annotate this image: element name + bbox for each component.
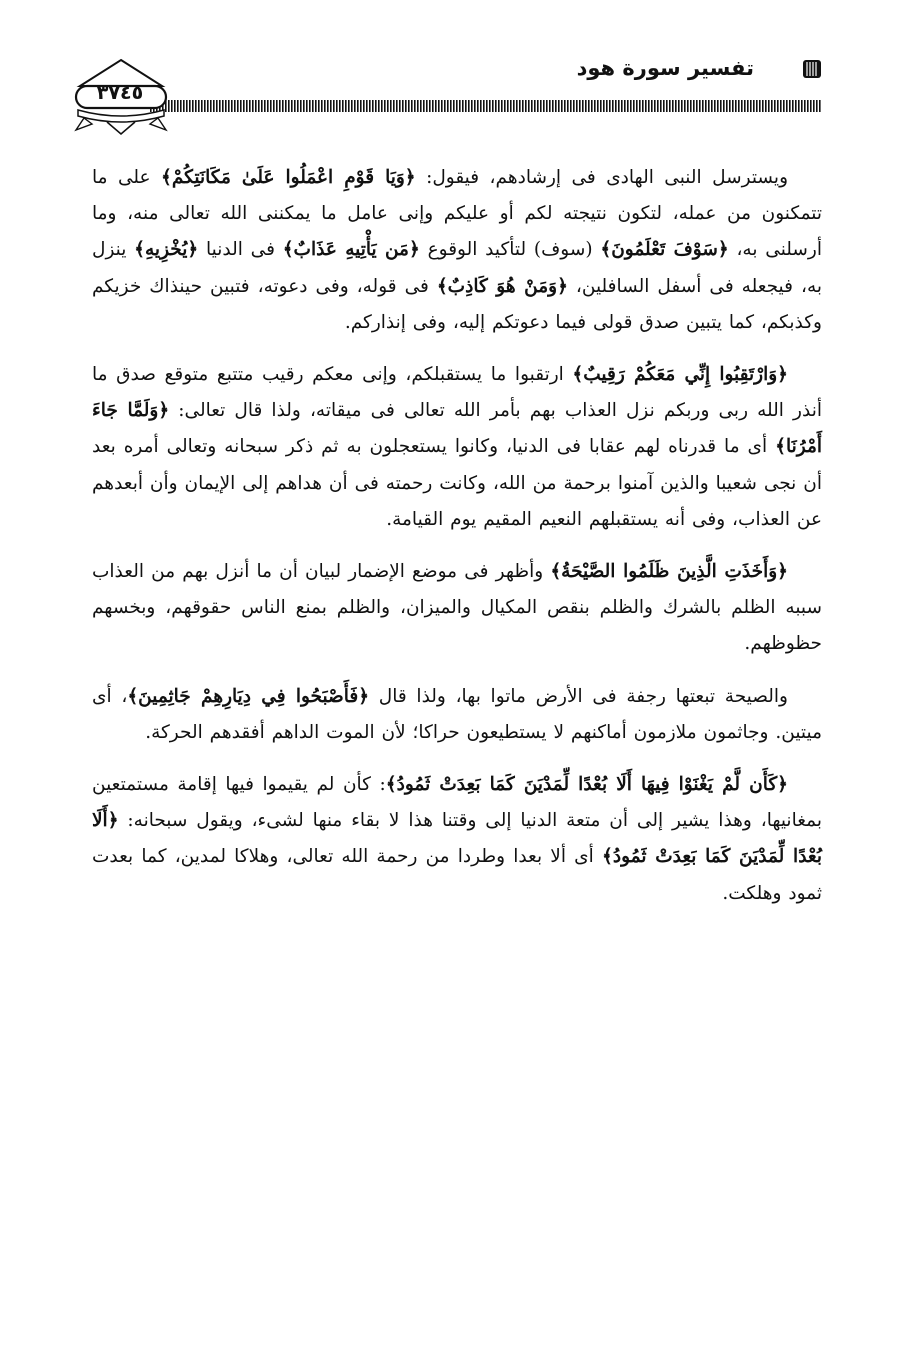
verse-bracket: ﴿ bbox=[158, 400, 170, 422]
verse-bracket: ﴾ bbox=[572, 364, 584, 386]
commentary-text: أى ألا بعدا وطردا من رحمة الله تعالى، وهلاكا لمدين، كما بعدت ثمود وهلكت. bbox=[92, 846, 822, 904]
verse-bracket: ﴾ bbox=[550, 561, 562, 583]
paragraph bbox=[92, 357, 822, 538]
quran-verse: فَأَصْبَحُوا فِي دِيَارِهِمْ جَاثِمِينَ bbox=[138, 685, 359, 707]
verse-bracket: ﴿ bbox=[408, 239, 420, 261]
verse-bracket: ﴿ bbox=[187, 239, 199, 261]
quran-verse: سَوْفَ تَعْلَمُونَ bbox=[611, 239, 718, 261]
quran-verse: مَن يَأْتِيهِ عَذَابٌ bbox=[293, 239, 409, 261]
paragraph bbox=[92, 554, 822, 663]
commentary-text: (سوف) لتأكيد الوقوع bbox=[419, 239, 601, 261]
page-number: ٣٧٤٥ bbox=[96, 82, 144, 104]
verse-bracket: ﴾ bbox=[161, 167, 172, 188]
verse-bracket: ﴾ bbox=[385, 774, 397, 796]
commentary-text: فى الدنيا bbox=[198, 239, 283, 261]
verse-bracket: ﴿ bbox=[557, 275, 568, 297]
commentary-text: فى قوله، وفى دعوته، فتبين حينذاك خزيكم وكذبكم، كما يتبين صدق قولى فيما دعوتكم إليه، وفى إنذاركم. bbox=[92, 275, 822, 333]
commentary-text: وأظهر فى موضع الإضمار لبيان أن ما أنزل بهم من العذاب سببه الظلم بالشرك والظلم بنقص المكيال والميزان، والظلم بمنع الناس حقوقهم، وبخسهم حظوظهم. bbox=[92, 561, 822, 655]
verse-bracket: ﴾ bbox=[601, 846, 613, 868]
verse-bracket: ﴾ bbox=[134, 239, 146, 261]
commentary-text: على ما تتمكنون من عمله، لتكون نتيجته لكم أو عليكم وإنى عامل ما يمكننى الله تعالى منه، وما أرسلنى به، bbox=[92, 167, 822, 261]
quran-verse: وَمَنْ هُوَ كَاذِبٌ bbox=[447, 275, 558, 297]
commentary-text: والصيحة تبعتها رجفة فى الأرض ماتوا بها، ولذا قال bbox=[369, 685, 788, 707]
ornament-icon bbox=[801, 58, 823, 80]
paragraph bbox=[92, 679, 822, 751]
paragraph bbox=[92, 160, 822, 341]
verse-bracket: ﴾ bbox=[775, 436, 786, 458]
verse-bracket: ﴿ bbox=[777, 364, 788, 386]
verse-bracket: ﴿ bbox=[777, 774, 788, 796]
header-rule bbox=[150, 100, 822, 112]
verse-bracket: ﴾ bbox=[600, 239, 612, 261]
verse-bracket: ﴾ bbox=[282, 239, 294, 261]
quran-verse: وَيَا قَوْمِ اعْمَلُوا عَلَىٰ مَكَانَتِكُمْ bbox=[171, 167, 405, 188]
quran-verse: وَأَخَذَتِ الَّذِينَ ظَلَمُوا الصَّيْحَةُ bbox=[561, 561, 778, 583]
commentary-text: : كأن لم يقيموا فيها إقامة مستمتعين بمغانيها، وهذا يشير إلى أن متعة الدنيا إلى وقتنا هذا لا بقاء منها لشىء، ويقول سبحانه: bbox=[92, 774, 822, 832]
running-title: تفسير سورة هود bbox=[576, 56, 754, 80]
quran-verse: كَأَن لَّمْ يَغْنَوْا فِيهَا أَلَا بُعْدًا لِّمَدْيَنَ كَمَا بَعِدَتْ ثَمُودُ bbox=[396, 774, 778, 796]
commentary-text: ارتقبوا ما يستقبلكم، وإنى معكم رقيب متتبع متوقع صدق ما أنذر الله ربى وربكم نزل العذاب بهم بأمر الله تعالى فى ميقاته، ولذا قال تعالى: bbox=[92, 364, 822, 422]
quran-verse: وَلَمَّا جَاءَ أَمْرُنَا bbox=[92, 400, 822, 458]
verse-bracket: ﴿ bbox=[107, 810, 119, 832]
commentary-text: ينزل به، فيجعله فى أسفل السافلين، bbox=[92, 239, 823, 297]
page-body bbox=[92, 160, 822, 928]
commentary-text: ، أى ميتين. وجاثمون ملازمون أماكنهم لا يستطيعون حراكا؛ لأن الموت الداهم أفقدهم الحركة. bbox=[92, 685, 822, 743]
verse-bracket: ﴾ bbox=[127, 685, 139, 707]
verse-bracket: ﴿ bbox=[358, 685, 370, 707]
quran-verse: يُخْزِيهِ bbox=[145, 239, 188, 261]
commentary-text: أى ما قدرناه لهم عقابا فى الدنيا، وكانوا يستعجلون به ثم ذكر سبحانه وتعالى أمره بعد أن نجى شعيبا والذين آمنوا برحمة من الله، وكانت رحمته فى أن هداهم إلى الإيمان وأن أبعدهم عن العذاب، وفى أنه يستقبلهم النعيم المقيم يوم القيامة. bbox=[92, 436, 822, 530]
verse-bracket: ﴿ bbox=[404, 167, 416, 188]
verse-bracket: ﴾ bbox=[436, 275, 448, 297]
commentary-text: ويسترسل النبى الهادى فى إرشادهم، فيقول: bbox=[415, 167, 789, 188]
quran-verse: وَارْتَقِبُوا إِنِّي مَعَكُمْ رَقِيبٌ bbox=[583, 364, 778, 386]
verse-bracket: ﴿ bbox=[717, 239, 729, 261]
page-header bbox=[0, 0, 919, 150]
paragraph bbox=[92, 767, 822, 912]
quran-verse: أَلَا بُعْدًا لِّمَدْيَنَ كَمَا بَعِدَتْ ثَمُودُ bbox=[92, 810, 822, 868]
verse-bracket: ﴿ bbox=[777, 561, 788, 583]
